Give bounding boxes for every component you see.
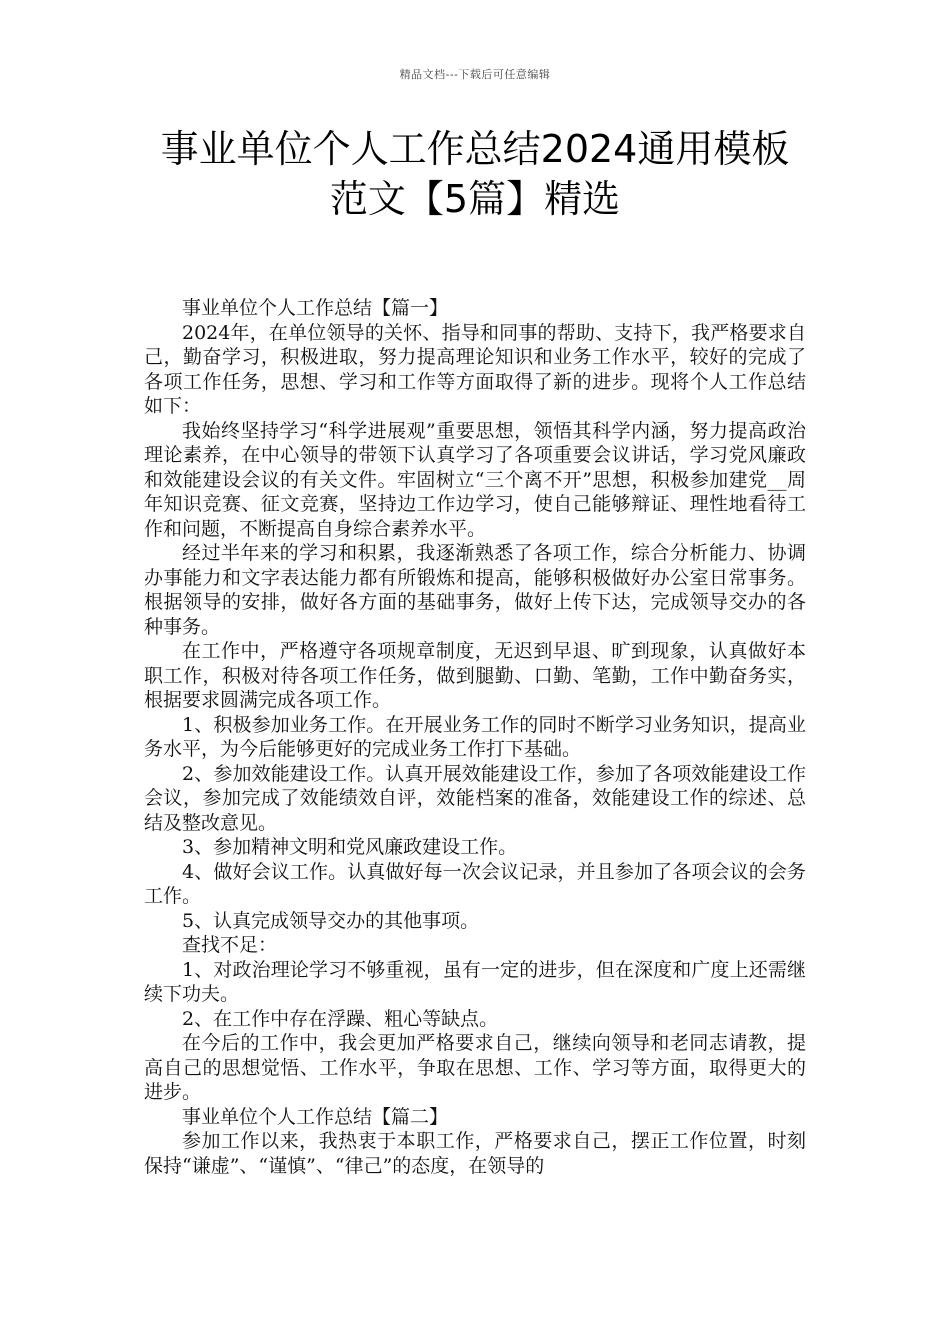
paragraph: 经过半年来的学习和积累，我逐渐熟悉了各项工作，综合分析能力、协调办事能力和文字表达能力都有所锻炼和提高，能够积极做好办公室日常事务。根据领导的安排，做好各方面的基础事务，做好上传下达，完成领导交办的各种事务。: [144, 542, 806, 638]
list-item: 2、参加效能建设工作。认真开展效能建设工作，参加了各项效能建设工作会议，参加完成了效能绩效自评，效能档案的准备，效能建设工作的综述、总结及整改意见。: [144, 762, 806, 834]
title-line-2: 范文【5篇】精选: [329, 177, 621, 221]
title-line-1: 事业单位个人工作总结2024通用模板: [160, 127, 790, 171]
paragraph: 在今后的工作中，我会更加严格要求自己，继续向领导和老同志请教，提高自己的思想觉悟、工作水平，争取在思想、工作、学习等方面，取得更大的进步。: [144, 1032, 806, 1103]
paragraph: 我始终坚持学习“科学进展观”重要思想，领悟其科学内涵，努力提高政治理论素养，在中心领导的带领下认真学习了各项重要会议讲话，学习党风廉政和效能建设会议的有关文件。牢固树立“三个离不开”思想，积极参加建党__周年知识竞赛、征文竞赛，坚持边工作边学习，使自己能够辩证、理性地看待工作和问题，不断提高自身综合素养水平。: [144, 419, 806, 540]
list-item: 4、做好会议工作。认真做好每一次会议记录，并且参加了各项会议的会务工作。: [144, 860, 806, 907]
list-item: 2、在工作中存在浮躁、粗心等缺点。: [182, 1007, 499, 1030]
subheading: 查找不足：: [182, 934, 278, 956]
paragraph: 在工作中，严格遵守各项规章制度，无迟到早退、旷到现象，认真做好本职工作，积极对待各项工作任务，做到腿勤、口勤、笔勤，工作中勤奋务实，根据要求圆满完成各项工作。: [144, 640, 806, 711]
paragraph: 参加工作以来，我热衷于本职工作，严格要求自己，摆正工作位置，时刻保持“谦虚”、“谨慎”、“律己”的态度，在领导的: [144, 1130, 806, 1177]
list-item: 5、认真完成领导交办的其他事项。: [182, 909, 480, 932]
section-heading-2: 事业单位个人工作总结【篇二】: [182, 1105, 449, 1128]
list-item: 3、参加精神文明和党风廉政建设工作。: [182, 836, 518, 858]
list-item: 1、对政治理论学习不够重视，虽有一定的进步，但在深度和广度上还需继续下功夫。: [144, 958, 806, 1005]
list-item: 1、积极参加业务工作。在开展业务工作的同时不断学习业务知识，提高业务水平，为今后能够更好的完成业务工作打下基础。: [144, 713, 806, 760]
document-body: [144, 296, 806, 1178]
document-title: [100, 124, 850, 224]
paragraph: 2024年，在单位领导的关怀、指导和同事的帮助、支持下，我严格要求自己，勤奋学习，积极进取，努力提高理论知识和业务工作水平，较好的完成了各项工作任务，思想、学习和工作等方面取得了新的进步。现将个人工作总结如下：: [144, 321, 806, 417]
header-note: 精品文档---下载后可任意编辑: [399, 68, 551, 81]
section-heading-1: 事业单位个人工作总结【篇一】: [182, 297, 449, 319]
